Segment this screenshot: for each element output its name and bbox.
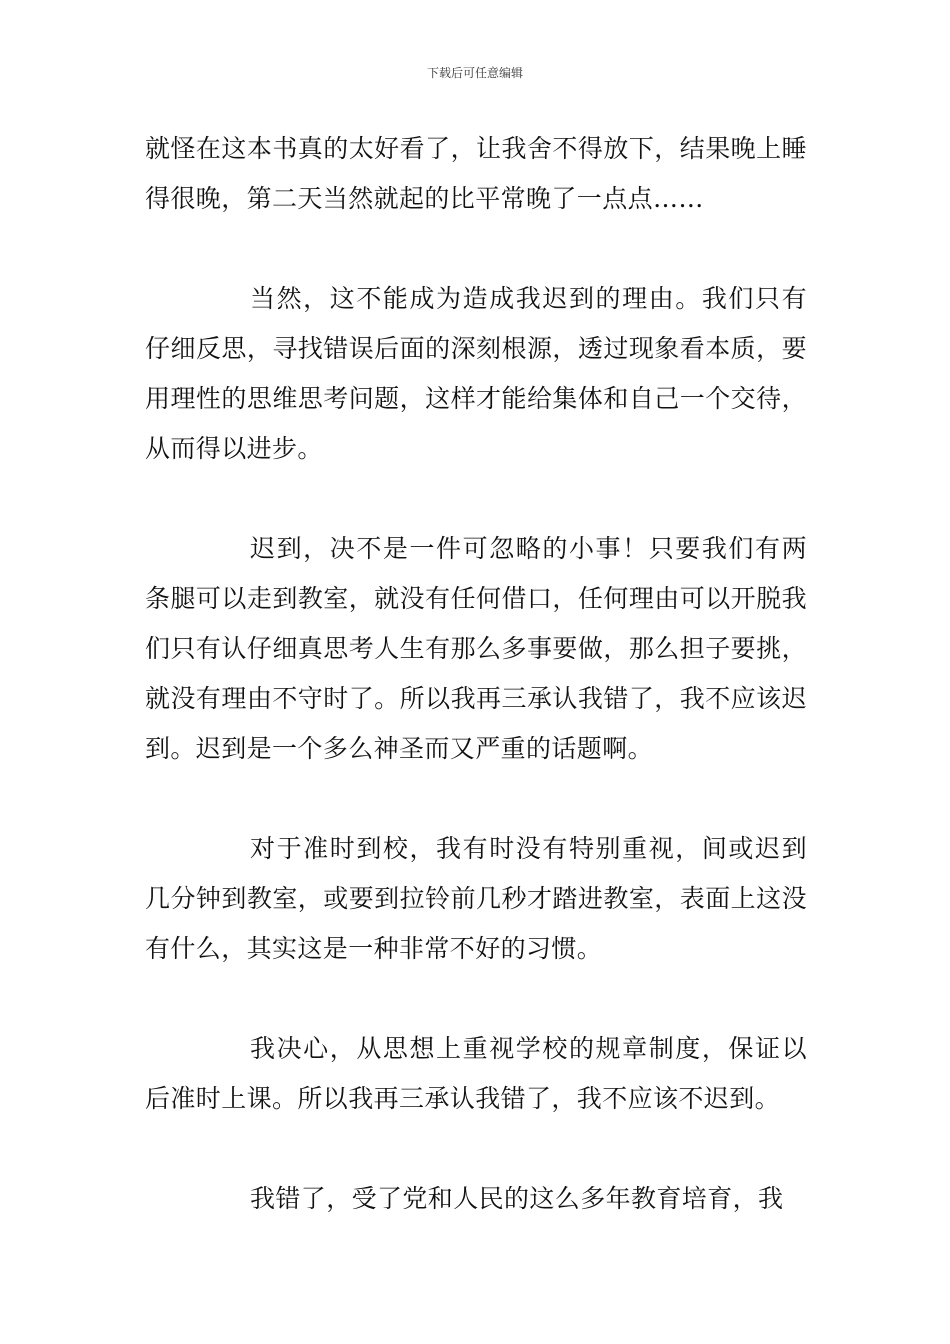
- page-header: 下载后可任意编辑: [426, 66, 523, 80]
- paragraph-5: 我决心，从思想上重视学校的规章制度，保证以后准时上课。所以我再三承认我错了，我不应该不迟到。: [145, 1034, 807, 1113]
- paragraph-3: 迟到，决不是一件可忽略的小事！只要我们有两条腿可以走到教室，就没有任何借口，任何理由可以开脱我们只有认仔细真思考人生有那么多事要做，那么担子要挑，就没有理由不守时了。所以我再三承认我错了，我不应该迟到。迟到是一个多么神圣而又严重的话题啊。: [145, 534, 807, 763]
- paragraph-1: 就怪在这本书真的太好看了，让我舍不得放下，结果晚上睡得很晚，第二天当然就起的比平常晚了一点点……: [145, 134, 807, 213]
- paragraph-6: 我错了，受了党和人民的这么多年教育培育，我: [250, 1184, 784, 1213]
- document-body: [145, 124, 807, 1224]
- paragraph-2: 当然，这不能成为造成我迟到的理由。我们只有仔细反思，寻找错误后面的深刻根源，透过现象看本质，要用理性的思维思考问题，这样才能给集体和自己一个交待，从而得以进步。: [145, 284, 807, 463]
- paragraph-spacer: [145, 974, 807, 1024]
- paragraph-4: 对于准时到校，我有时没有特别重视，间或迟到几分钟到教室，或要到拉铃前几秒才踏进教室，表面上这没有什么，其实这是一种非常不好的习惯。: [145, 834, 807, 963]
- paragraph-spacer: [145, 774, 807, 824]
- paragraph-spacer: [145, 474, 807, 524]
- paragraph-spacer: [145, 224, 807, 274]
- paragraph-spacer: [145, 1124, 807, 1174]
